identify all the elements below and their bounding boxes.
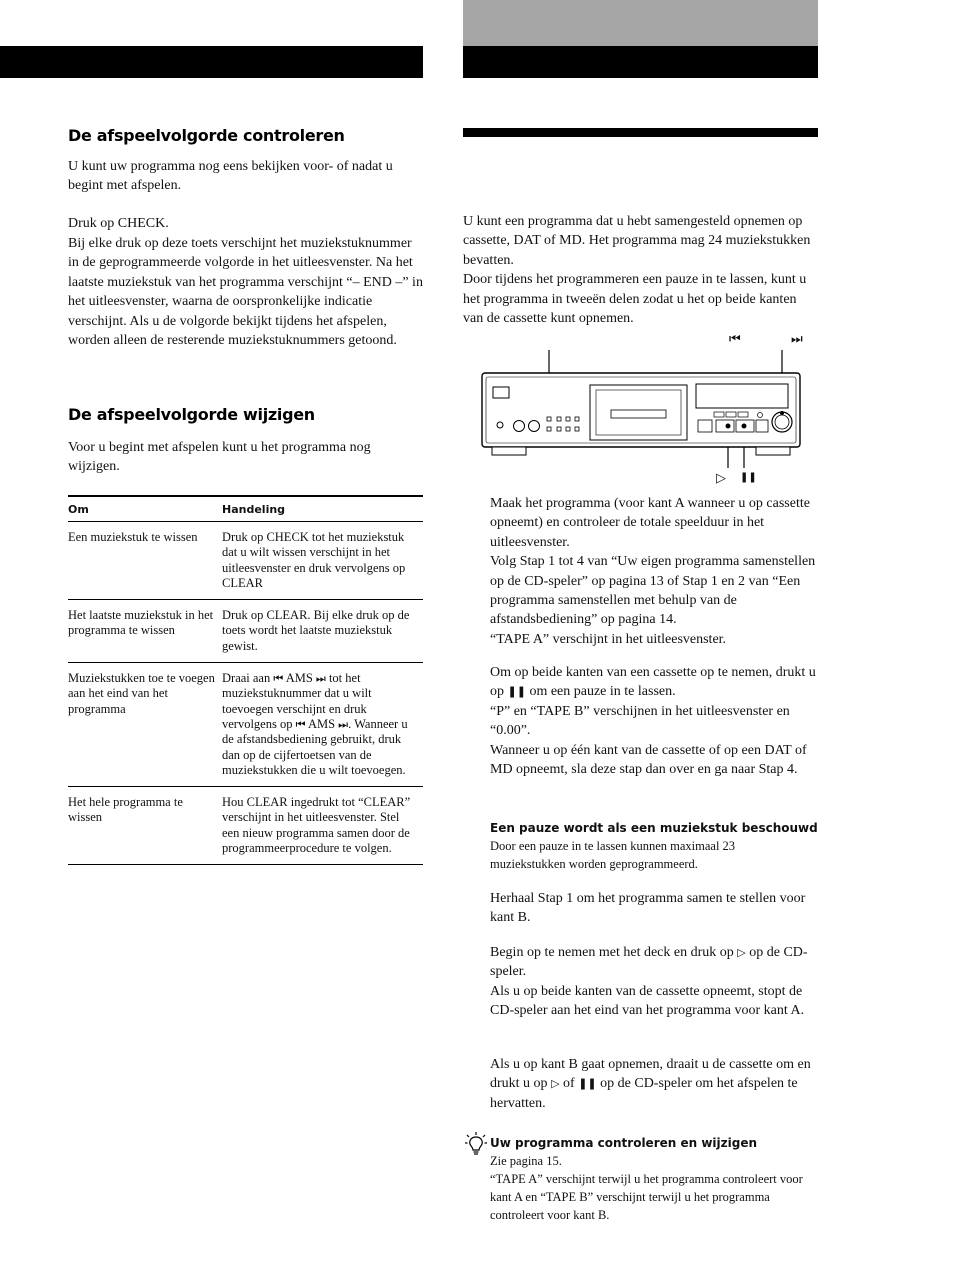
- right-header-bar: [463, 46, 818, 78]
- table-cell-om: Het laatste muziekstuk in het programma te wissen: [68, 608, 214, 638]
- table-row: [68, 522, 423, 600]
- play-icon: ▷: [716, 471, 726, 486]
- step-1: Maak het programma (voor kant A wanneer u op cassette opneemt) en controleer de totale speelduur in het uitleesvenster. Volg Stap 1 tot 4 van “Uw eigen programma samenstellen op de CD-speler” op pagina 13 of Stap 1 en 2 van “Een programma samenstellen met behulp van de afstandsbediening” op pagina 14. “TAPE A” verschijnt in het uitleesvenster.: [490, 496, 816, 647]
- next-track-icon: ⏭: [315, 672, 326, 686]
- prev-track-icon: ⏮: [295, 717, 306, 731]
- table-cell-handeling: Draai aan ⏮ AMS ⏭ tot het muziekstuknummer dat u wilt toevoegen verschijnt en druk vervolgens op ⏮ AMS ⏭. Wanneer u de afstandsbediening gebruikt, druk dan op de cijfertoetsen van de muziekstukken die u wilt toevoegen.: [222, 671, 408, 777]
- table-header-handeling: Handeling: [222, 503, 286, 516]
- play-icon: ▷: [551, 1077, 560, 1091]
- cd-player-illustration: [478, 330, 823, 490]
- table-cell-om: Muziekstukken toe te voegen aan het eind van het programma: [68, 671, 215, 716]
- change-intro: Voor u begint met afspelen kunt u het programma nog wijzigen.: [68, 440, 371, 475]
- pause-icon: ❚❚: [507, 685, 526, 699]
- table-cell-om: Een muziekstuk te wissen: [68, 530, 198, 544]
- table-cell-handeling: Druk op CLEAR. Bij elke druk op de toets wordt het laatste muziekstuk gewist.: [222, 608, 410, 653]
- step-2: Om op beide kanten van een cassette op te nemen, drukt u op ❚❚ om een pauze in te lassen.: [490, 665, 816, 700]
- section-title-check: De afspeelvolgorde controleren: [68, 126, 345, 145]
- tip-body: Zie pagina 15. “TAPE A” verschijnt terwijl u het programma controleert voor kant A en “TAPE B” verschijnt terwijl u het programma controleert voor kant B.: [490, 1154, 803, 1222]
- table-cell-handeling: Druk op CHECK tot het muziekstuk dat u wilt wissen verschijnt in het uitleesvenster en druk vervolgens op CLEAR: [222, 530, 406, 590]
- table-header-om: Om: [68, 503, 89, 516]
- prev-track-icon: ⏮: [273, 672, 284, 686]
- record-intro: U kunt een programma dat u hebt samengesteld opnemen op cassette, DAT of MD. Het programma mag 24 muziekstukken bevatten. Door tijdens het programmeren een pauze in te lassen, kunt u het programma in tweeën delen zodat u het op beide kanten van de cassette kunt opnemen.: [463, 214, 811, 327]
- step-5: Als u op kant B gaat opnemen, draait u de cassette om en drukt u op ▷ of ❚❚ op de CD-speler om het afspelen te hervatten.: [490, 1057, 811, 1111]
- check-intro: U kunt uw programma nog eens bekijken voor- of nadat u begint met afspelen.: [68, 159, 393, 194]
- table-row: [68, 787, 423, 865]
- change-table: [68, 495, 423, 865]
- next-track-icon: ⏭: [791, 332, 803, 347]
- table-row: [68, 600, 423, 663]
- step-3: Herhaal Stap 1 om het programma samen te stellen voor kant B.: [490, 891, 806, 926]
- section-title-change: De afspeelvolgorde wijzigen: [68, 405, 315, 424]
- lightbulb-icon: [464, 1131, 488, 1157]
- table-cell-om: Het hele programma te wissen: [68, 795, 183, 825]
- cd-player-diagram: [478, 330, 823, 490]
- step-4-rest: Als u op beide kanten van de cassette opneemt, stopt de CD-speler aan het eind van het programma voor kant A.: [490, 984, 805, 1019]
- right-header-gray: [463, 0, 818, 46]
- left-header-bar: [0, 46, 423, 78]
- play-icon: ▷: [737, 946, 746, 959]
- right-title-rule: [463, 128, 818, 137]
- check-body: Bij elke druk op deze toets verschijnt het muziekstuknummer in de geprogrammeerde volgorde in het uitleesvenster. Na het laatste muziekstuk van het programma verschijnt “– END –” in het uitleesvenster, waarna de oorspronkelijke indicatie verschijnt. Als u de volgorde bekijkt tijdens het afspelen, worden alleen de resterende muziekstuknummers getoond.: [68, 236, 423, 349]
- prev-track-icon: ⏮: [729, 332, 741, 347]
- table-header-row: [68, 496, 423, 522]
- next-track-icon: ⏭: [338, 717, 349, 731]
- pause-icon: ❚❚: [578, 1077, 597, 1091]
- check-step: Druk op CHECK.: [68, 216, 169, 231]
- table-cell-handeling: Hou CLEAR ingedrukt tot “CLEAR” verschijnt in het uitleesvenster. Stel een nieuw programma samen door de programmeerprocedure te volgen.: [222, 795, 411, 856]
- step-4: Begin op te nemen met het deck en druk op ▷ op de CD-speler.: [490, 945, 808, 980]
- tip-title: Uw programma controleren en wijzigen: [490, 1136, 758, 1150]
- note-title: Een pauze wordt als een muziekstuk beschouwd: [490, 821, 818, 835]
- table-row: [68, 663, 423, 787]
- pause-icon: ❚❚: [740, 472, 757, 483]
- note-body: Door een pauze in te lassen kunnen maximaal 23 muziekstukken worden geprogrammeerd.: [490, 839, 736, 871]
- step-2-rest: “P” en “TAPE B” verschijnen in het uitleesvenster en “0.00”. Wanneer u op één kant van de cassette of op een DAT of MD opneemt, sla deze stap dan over en ga naar Stap 4.: [490, 704, 807, 778]
